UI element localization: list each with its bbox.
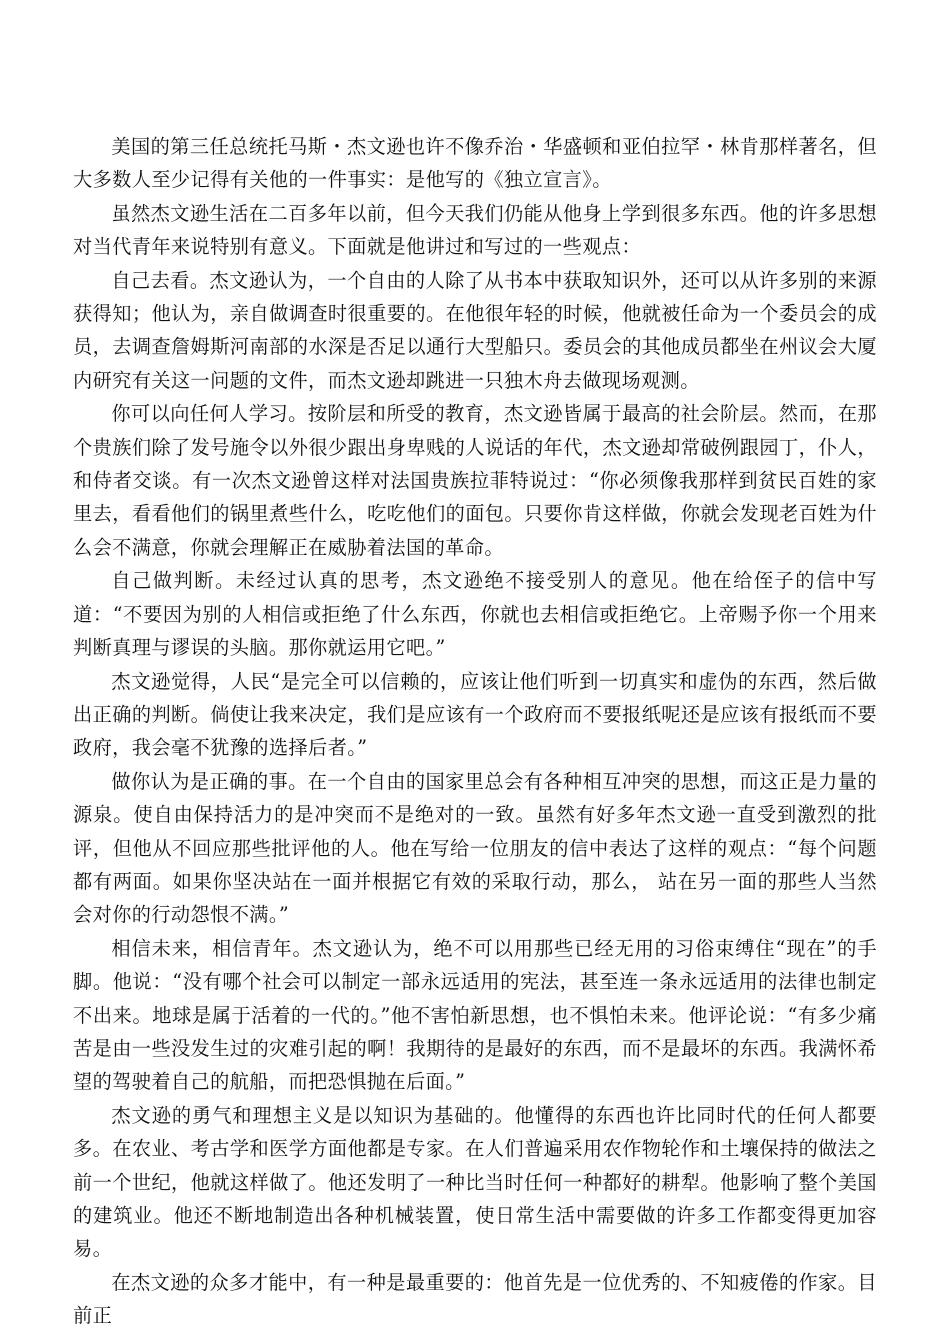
paragraph-4: 你可以向任何人学习。按阶层和所受的教育，杰文逊皆属于最高的社会阶层。然而，在那个贵族们除了发号施令以外很少跟出身卑贱的人说话的年代，杰文逊却常破例跟园丁，仆人，和侍者交谈。有一次杰文逊曾这样对法国贵族拉菲特说过：“你必须像我那样到贫民百姓的家里去，看看他们的锅里煮些什么，吃吃他们的面包。只要你肯这样做，你就会发现老百姓为什么会不满意，你就会理解正在威胁着法国的革命。 (73, 402, 877, 559)
paragraph-9: 杰文逊的勇气和理想主义是以知识为基础的。他懂得的东西也许比同时代的任何人都要多。在农业、考古学和医学方面他都是专家。在人们普遍采用农作物轮作和土壤保持的做法之前一个世纪，他就这样做了。他还发明了一种比当时任何一种都好的耕犁。他影响了整个美国的建筑业。他还不断地制造出各种机械装置，使日常生活中需要做的许多工作都变得更加容易。 (73, 1103, 877, 1261)
paragraph-5: 自己做判断。未经过认真的思考，杰文逊绝不接受别人的意见。他在给侄子的信中写道：“不要因为别的人相信或拒绝了什么东西，你就也去相信或拒绝它。上帝赐予你一个用来判断真理与谬误的头脑。那你就运用它吧。” (73, 569, 877, 660)
document-page (73, 130, 877, 1333)
paragraph-10: 在杰文逊的众多才能中，有一种是最重要的：他首先是一位优秀的、不知疲倦的作家。目前正 (73, 1270, 877, 1328)
paragraph-7: 做你认为是正确的事。在一个自由的国家里总会有各种相互冲突的思想，而这正是力量的源泉。使自由保持活力的是冲突而不是绝对的一致。虽然有好多年杰文逊一直受到激烈的批评，但他从不回应那些批评他的人。他在写给一位朋友的信中表达了这样的观点：“每个问题都有两面。如果你坚决站在一面并根据它有效的采取行动，那么， 站在另一面的那些人当然会对你的行动怨恨不满。” (73, 769, 877, 927)
paragraph-2: 虽然杰文逊生活在二百多年以前，但今天我们仍能从他身上学到很多东西。他的许多思想对当代青年来说特别有意义。下面就是他讲过和写过的一些观点： (73, 201, 877, 259)
paragraph-3: 自己去看。杰文逊认为，一个自由的人除了从书本中获取知识外，还可以从许多别的来源获得知；他认为，亲自做调查时很重要的。在他很年轻的时候，他就被任命为一个委员会的成员，去调查詹姆斯河南部的水深是否足以通行大型船只。委员会的其他成员都坐在州议会大厦内研究有关这一问题的文件，而杰文逊却跳进一只独木舟去做现场观测。 (73, 268, 877, 392)
paragraph-1: 美国的第三任总统托马斯・杰文逊也许不像乔治・华盛顿和亚伯拉罕・林肯那样著名，但大多数人至少记得有关他的一件事实：是他写的《独立宣言》。 (73, 135, 877, 192)
paragraph-6: 杰文逊觉得，人民“是完全可以信赖的，应该让他们听到一切真实和虚伪的东西，然后做出正确的判断。倘使让我来决定，我们是应该有一个政府而不要报纸呢还是应该有报纸而不要政府，我会毫不犹豫的选择后者。” (73, 669, 877, 760)
paragraph-8: 相信未来，相信青年。杰文逊认为，绝不可以用那些已经无用的习俗束缚住“现在”的手脚。他说：“没有哪个社会可以制定一部永远适用的宪法，甚至连一条永远适用的法律也制定不出来。地球是属于活着的一代的。”他不害怕新思想，也不惧怕未来。他评论说：“有多少痛苦是由一些没发生过的灾难引起的啊！我期待的是最好的东西，而不是最坏的东西。我满怀希望的驾驶着自己的航船，而把恐惧抛在后面。” (73, 936, 877, 1094)
